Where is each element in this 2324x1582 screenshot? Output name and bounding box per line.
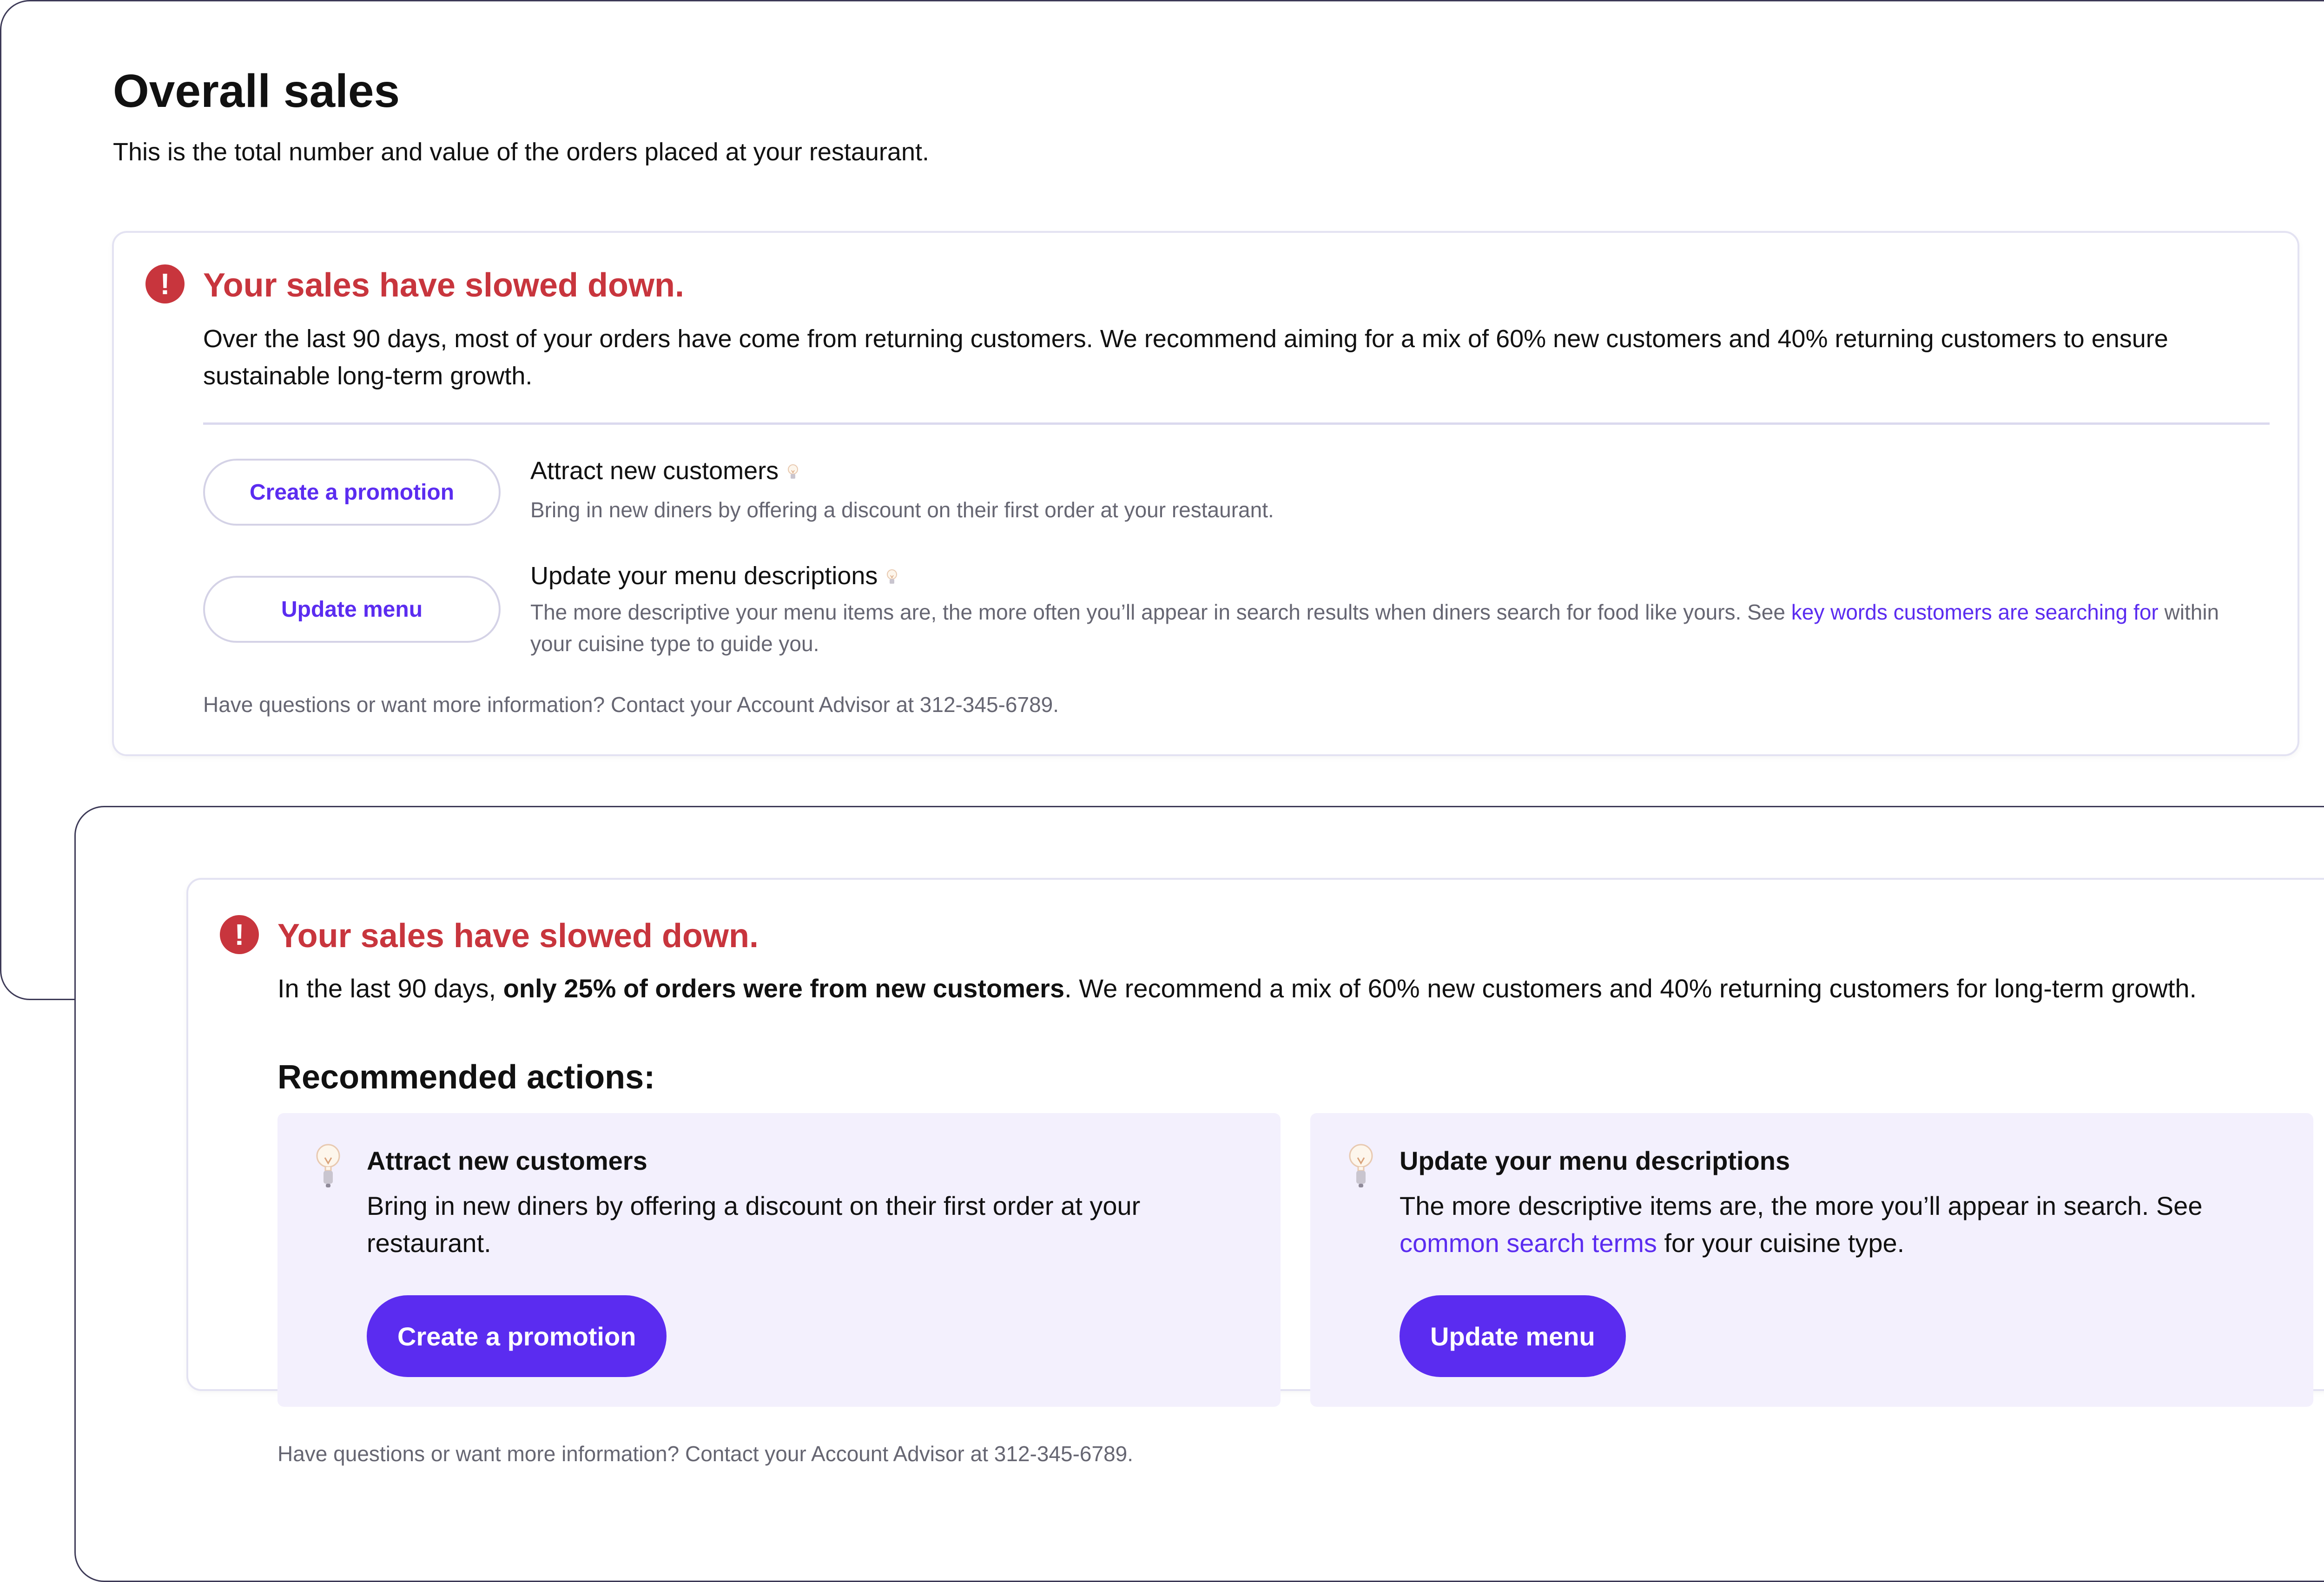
alert-body-highlight: only 25% of orders were from new customers	[503, 974, 1065, 1003]
action-title-text: Attract new customers	[530, 457, 779, 485]
keywords-link[interactable]: key words customers are searching for	[1791, 600, 2159, 624]
divider	[203, 422, 2270, 425]
alert-title: Your sales have slowed down.	[203, 267, 684, 304]
action-card-attract	[277, 1113, 1281, 1407]
action-title	[530, 561, 898, 591]
action-title	[530, 456, 799, 486]
help-text: Have questions or want more information? Contact your Account Advisor at 312-345-6789.	[203, 692, 1059, 717]
common-search-terms-link[interactable]: common search terms	[1400, 1228, 1657, 1258]
revised-alert-panel	[74, 806, 2324, 1582]
action-card-description	[1400, 1187, 2264, 1262]
create-promotion-button[interactable]: Create a promotion	[203, 459, 501, 526]
alert-title: Your sales have slowed down.	[277, 917, 759, 955]
action-card-menu	[1310, 1113, 2313, 1407]
action-description: Bring in new diners by offering a discount on their first order at your restaurant.	[530, 498, 1274, 522]
sales-alert-card	[186, 878, 2324, 1466]
alert-body: Over the last 90 days, most of your orders have come from returning customers. We recommend aiming for a mix of 60% new customers and 40% returning customers to ensure sustainable long-term growth.	[203, 325, 2168, 390]
description-text: within your cuisine type to guide you.	[530, 600, 2219, 656]
recommended-actions-heading: Recommended actions:	[277, 1059, 655, 1096]
alert-body-text: . We recommend a mix of 60% new customers and 40% returning customers for long-term growth.	[1064, 974, 2197, 1003]
action-title-text: Update your menu descriptions	[530, 562, 878, 590]
lightbulb-icon	[787, 464, 799, 481]
sales-alert-card	[112, 231, 2299, 756]
page-subtitle: This is the total number and value of the orders placed at your restaurant.	[113, 138, 929, 166]
action-card-title: Attract new customers	[367, 1146, 647, 1175]
description-text: The more descriptive your menu items are, the more often you’ll appear in search results when diners search for food like yours. See	[530, 600, 1791, 624]
update-menu-button[interactable]: Update menu	[203, 576, 501, 643]
lightbulb-icon	[315, 1142, 342, 1190]
help-text: Have questions or want more information? Contact your Account Advisor at 312-345-6789.	[277, 1442, 1134, 1466]
description-text: The more descriptive items are, the more you’ll appear in search. See	[1400, 1191, 2203, 1220]
page-title: Overall sales	[113, 65, 400, 117]
lightbulb-icon	[886, 569, 898, 587]
exclamation-circle-icon: !	[145, 264, 185, 303]
alert-body-text: In the last 90 days,	[277, 974, 503, 1003]
exclamation-circle-icon: !	[220, 915, 259, 954]
lightbulb-icon	[1347, 1142, 1374, 1190]
action-card-title: Update your menu descriptions	[1400, 1146, 1790, 1175]
alert-body	[277, 970, 2324, 1007]
description-text: for your cuisine type.	[1657, 1228, 1905, 1258]
create-promotion-button[interactable]: Create a promotion	[367, 1295, 667, 1377]
update-menu-button[interactable]: Update menu	[1400, 1295, 1626, 1377]
action-description	[530, 596, 2259, 659]
action-card-description: Bring in new diners by offering a discount on their first order at your restaurant.	[367, 1191, 1141, 1258]
